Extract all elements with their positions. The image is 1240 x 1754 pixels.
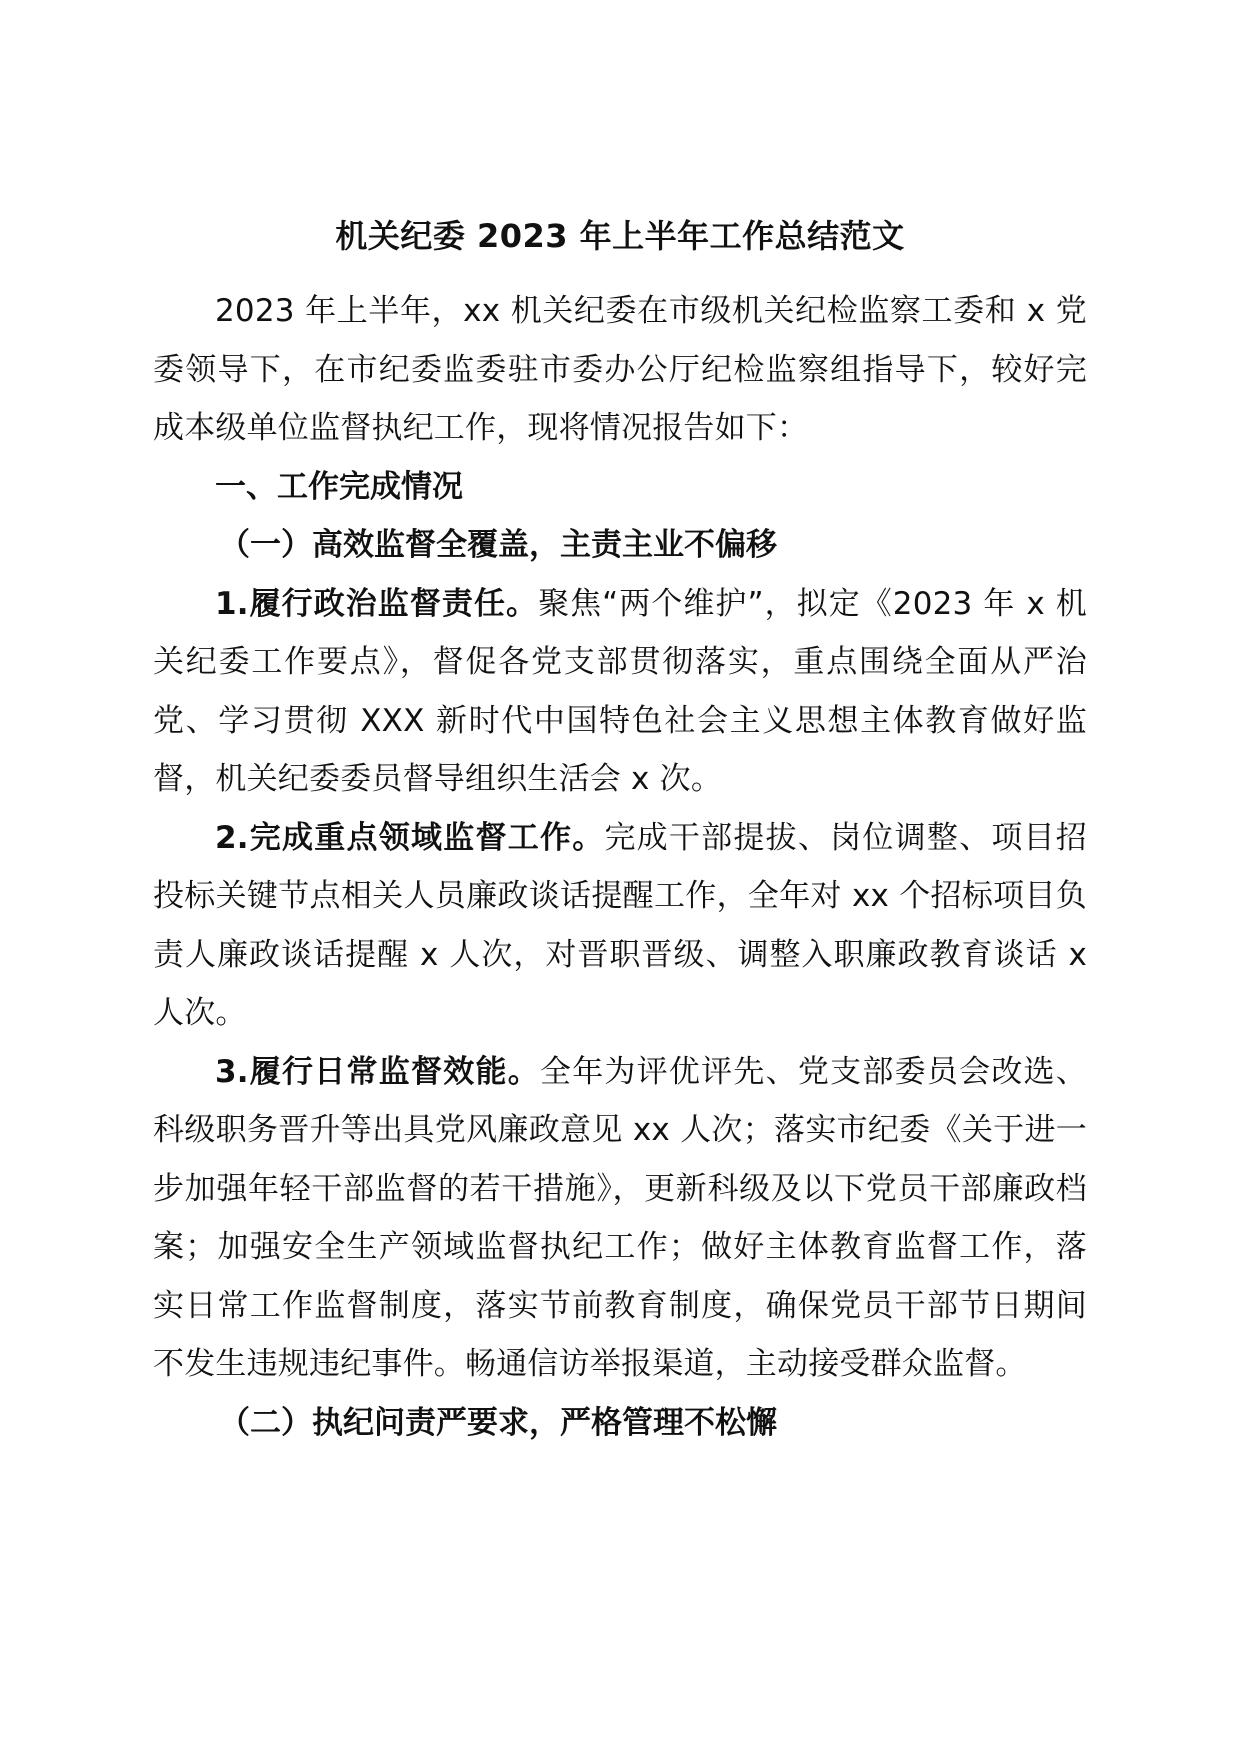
item-lead-1: 1.履行政治监督责任。 (215, 585, 539, 622)
item-text-3: 全年为评优评先、党支部委员会改选、科级职务晋升等出具党风廉政意见 xx 人次；落实市纪委《关于进一步加强年轻干部监督的若干措施》，更新科级及以下党员干部廉政档案；加强安全生产领域监督执纪工作；做好主体教育监督工作，落实日常工作监督制度，落实节前教育制度，确保党员干部节日期间不发生违规违纪事件。畅通信访举报渠道，主动接受群众监督。 (153, 1053, 1087, 1382)
section-heading-1: 一、工作完成情况 (215, 468, 463, 505)
document-body (153, 282, 1087, 1452)
intro-paragraph: 2023 年上半年，xx 机关纪委在市级机关纪检监察工委和 x 党委领导下，在市纪委监委驻市委办公厅纪检监察组指导下，较好完成本级单位监督执纪工作，现将情况报告如下： (153, 293, 1087, 446)
item-paragraph-3 (153, 1043, 1087, 1394)
document-title: 机关纪委 2023 年上半年工作总结范文 (335, 217, 905, 255)
item-lead-3: 3.履行日常监督效能。 (215, 1053, 540, 1090)
item-text-2: 完成干部提拔、岗位调整、项目招投标关键节点相关人员廉政谈话提醒工作，全年对 xx 个招标项目负责人廉政谈话提醒 x 人次，对晋职晋级、调整入职廉政教育谈话 x 人次。 (153, 819, 1087, 1031)
subsection-heading-2: （二）执纪问责严要求，严格管理不松懈 (219, 1404, 777, 1441)
item-paragraph-1 (153, 575, 1087, 809)
item-lead-2: 2.完成重点领域监督工作。 (215, 819, 605, 856)
subsection-heading-1: （一）高效监督全覆盖，主责主业不偏移 (219, 527, 777, 563)
item-text-1: 聚焦“两个维护”，拟定《2023 年 x 机关纪委工作要点》，督促各党支部贯彻落实，重点围绕全面从严治党、学习贯彻 XXX 新时代中国特色社会主义思想主体教育做好监督，机关纪委委员督导组织生活会 x 次。 (153, 585, 1087, 797)
item-paragraph-2 (153, 809, 1087, 1043)
